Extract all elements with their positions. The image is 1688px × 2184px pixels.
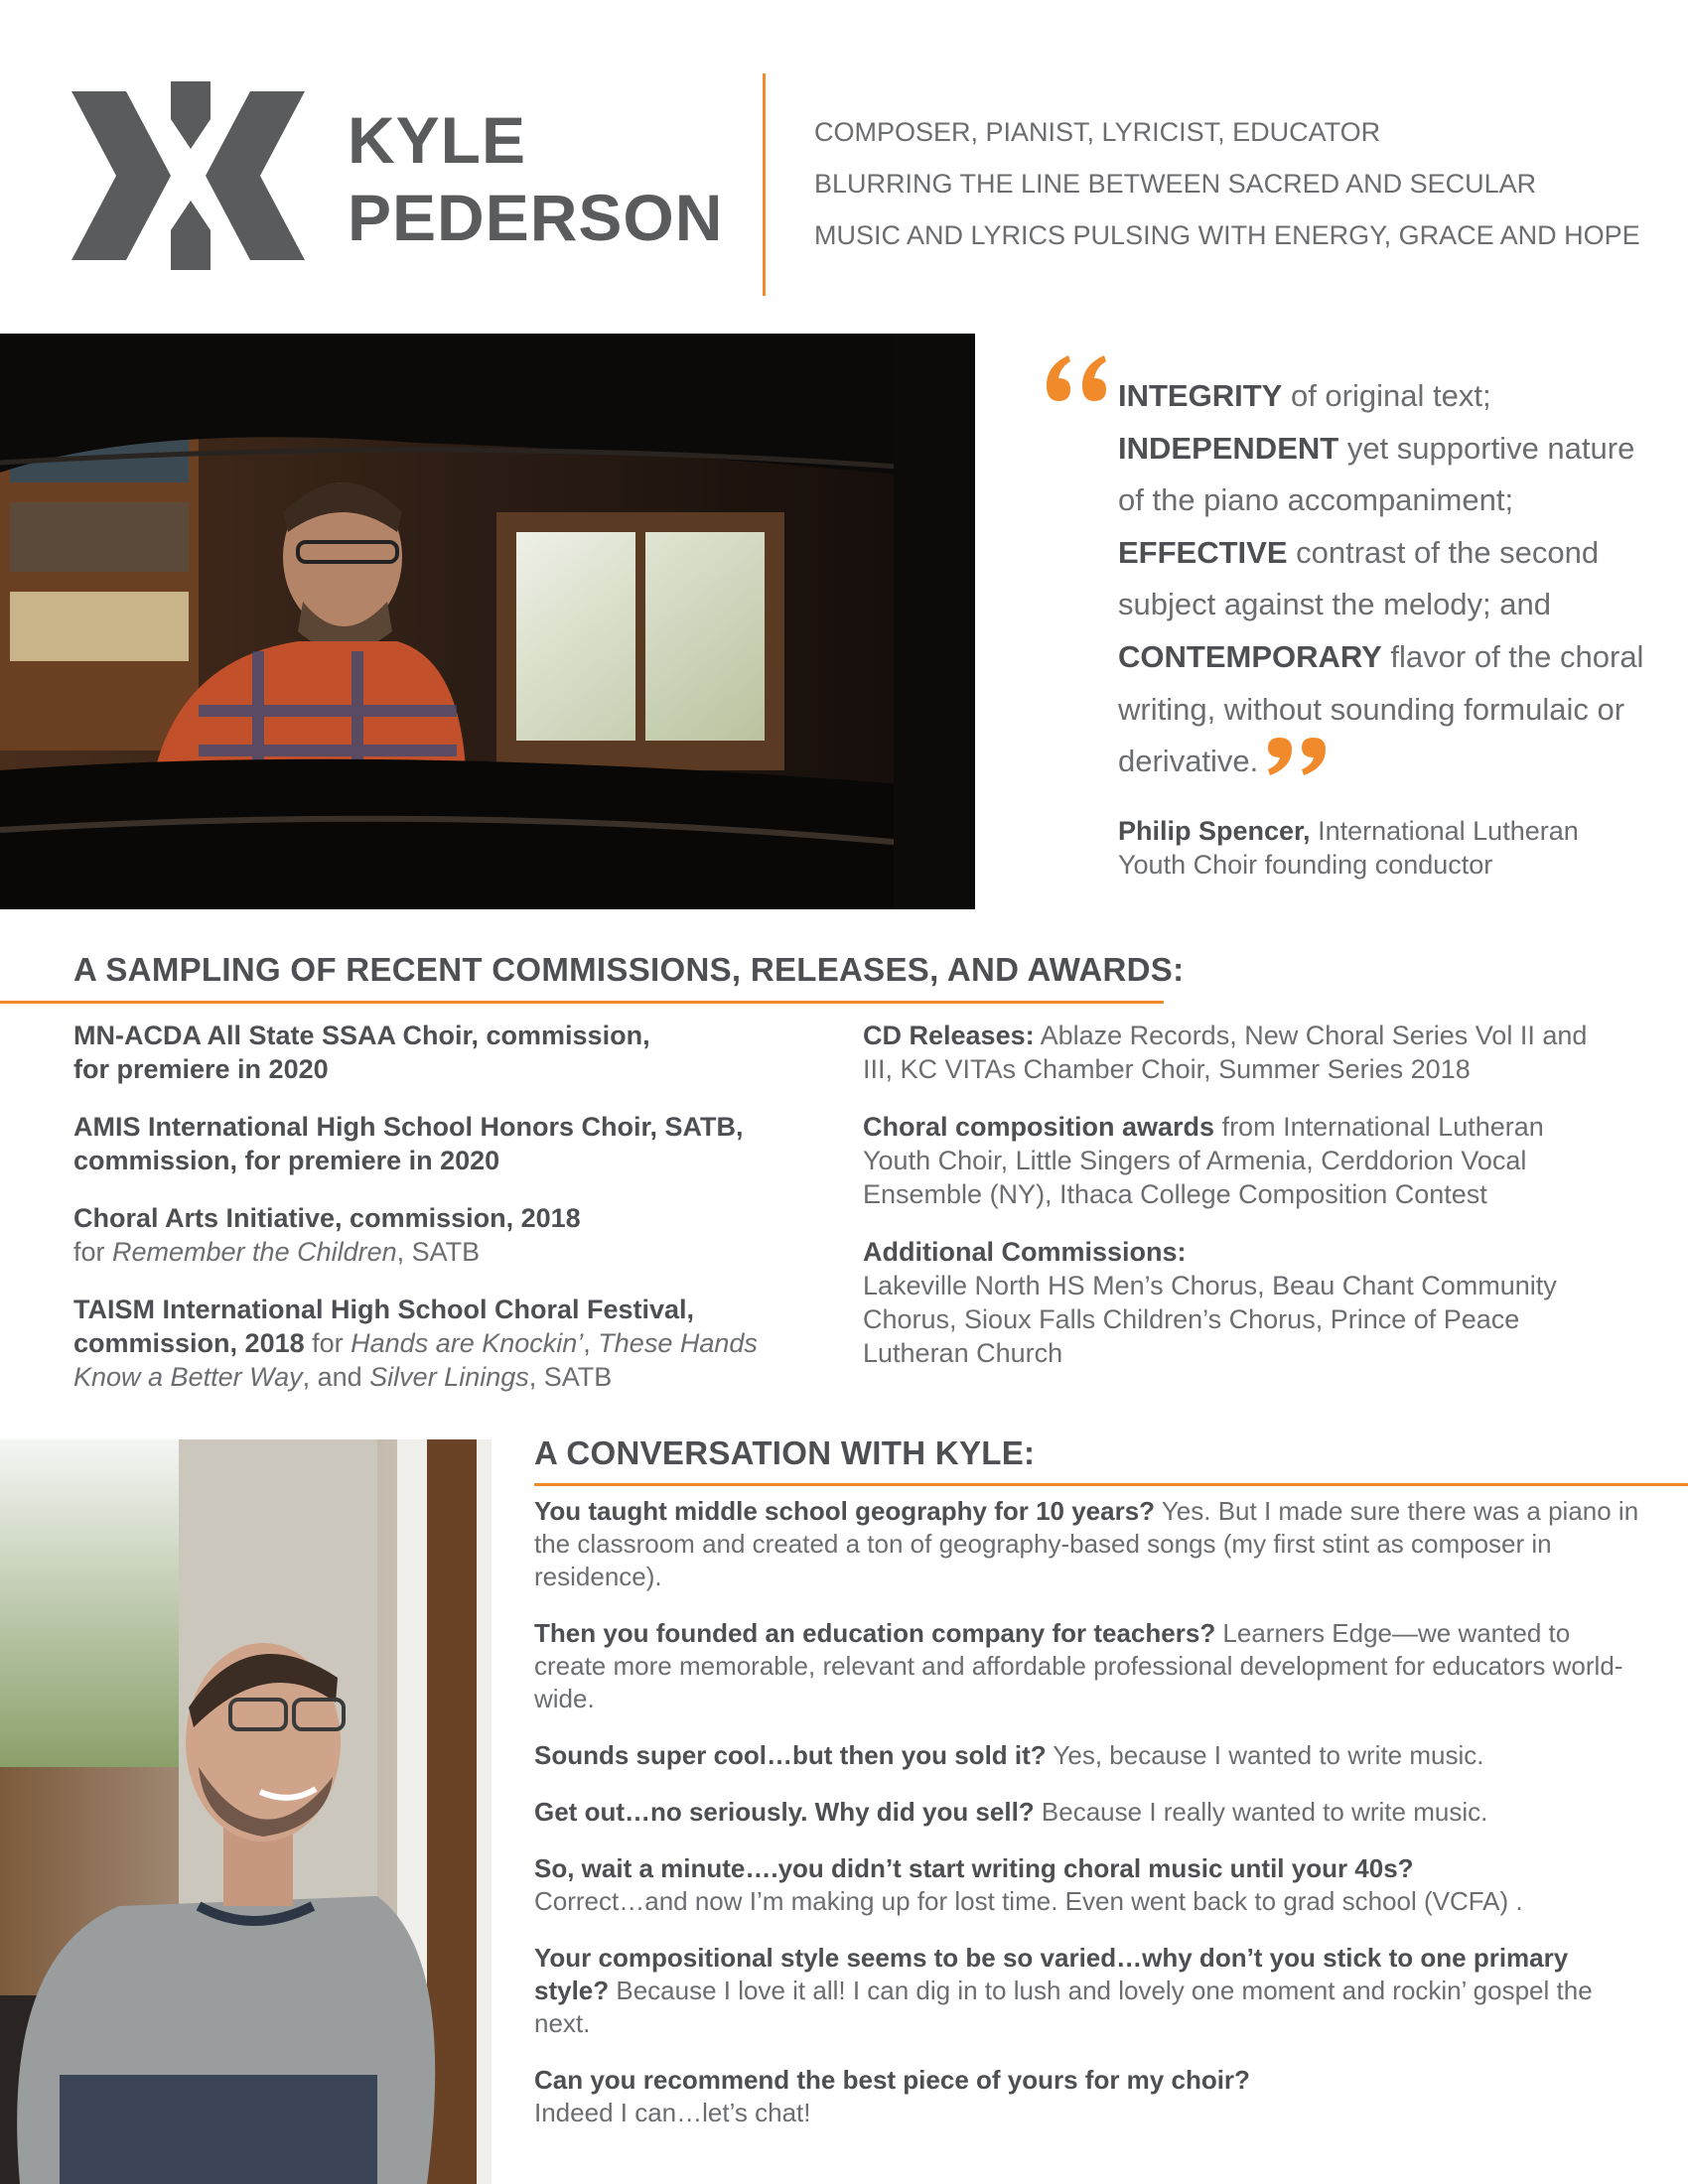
quote-keyword: CONTEMPORARY (1118, 638, 1382, 674)
section-rule (0, 1001, 1164, 1004)
conversation-list (534, 1495, 1646, 2153)
header-divider (763, 73, 766, 296)
quote-attribution: Philip Spencer, International Lutheran Youth Choir founding conductor (1118, 816, 1579, 880)
qa-item: Sounds super cool…but then you sold it? Yes, because I wanted to write music. (534, 1740, 1484, 1770)
tagline: COMPOSER, PIANIST, LYRICIST, EDUCATOR (814, 117, 1381, 147)
conversation-heading: A CONVERSATION WITH KYLE: (534, 1434, 1036, 1471)
commission-item: TAISM International High School Choral Festival, commission, 2018 for Hands are Knockin’, These Hands Know a Better Way, and Silver Linings, SATB (73, 1295, 758, 1392)
kp-logo-icon (71, 81, 305, 270)
open-quote-icon (1041, 351, 1110, 405)
qa-item: Can you recommend the best piece of yours for my choir? Indeed I can…let’s chat! (534, 2065, 1250, 2127)
commission-item: AMIS International High School Honors Choir, SATB, commission, for premiere in 2020 (73, 1112, 744, 1175)
tagline: BLURRING THE LINE BETWEEN SACRED AND SECULAR (814, 169, 1537, 199)
release-item: CD Releases: Ablaze Records, New Choral Series Vol II and III, KC VITAs Chamber Choir, Summer Series 2018 (863, 1021, 1588, 1084)
commission-item: Choral Arts Initiative, commission, 2018 for Remember the Children, SATB (73, 1203, 581, 1267)
tagline: MUSIC AND LYRICS PULSING WITH ENERGY, GRACE AND HOPE (814, 220, 1640, 250)
qa-item: Get out…no seriously. Why did you sell? Because I really wanted to write music. (534, 1797, 1488, 1827)
quote-keyword: EFFECTIVE (1118, 534, 1288, 570)
commission-item: MN-ACDA All State SSAA Choir, commission, for premiere in 2020 (73, 1021, 650, 1084)
commissions-left-column (73, 1019, 769, 1418)
award-item: Choral composition awards from International Lutheran Youth Choir, Little Singers of Armenia, Cerddorion Vocal Ensemble (NY), Ithaca College Composition Contest (863, 1112, 1544, 1209)
quote-keyword: INDEPENDENT (1118, 430, 1339, 466)
qa-item: So, wait a minute….you didn’t start writing choral music until your 40s? Correct…and now I’m making up for lost time. Even went back to grad school (VCFA) . (534, 1853, 1523, 1916)
testimonial-quote: INTEGRITY of original text; INDEPENDENT yet supportive nature of the piano accompaniment; EFFECTIVE contrast of the second subject against the melody; and CONTEMPORARY flavor of the choral writing, without sounding formulaic or derivative. (1118, 378, 1644, 779)
section-rule (534, 1483, 1688, 1486)
close-quote-icon (1264, 736, 1330, 777)
quote-keyword: INTEGRITY (1118, 378, 1283, 413)
name-first: KYLE (348, 103, 527, 177)
qa-item: You taught middle school geography for 10 years? Yes. But I made sure there was a piano in the classroom and created a ton of geography-based songs (my first stint as composer in residence). (534, 1496, 1639, 1591)
additional-commissions-item: Additional Commissions: Lakeville North HS Men’s Chorus, Beau Chant Community Chorus, Sioux Falls Children’s Chorus, Prince of Peace Lutheran Church (863, 1237, 1557, 1368)
photo-portrait (0, 1439, 492, 2184)
commissions-right-column (863, 1019, 1608, 1394)
photo-at-piano (0, 334, 975, 909)
qa-item: Your compositional style seems to be so varied…why don’t you stick to one primary style? Because I love it all! I can dig in to lush and lovely one moment and rockin’ gospel the next. (534, 1943, 1593, 2038)
commissions-heading: A SAMPLING OF RECENT COMMISSIONS, RELEASES, AND AWARDS: (73, 951, 1185, 988)
qa-item: Then you founded an education company for teachers? Learners Edge—we wanted to create more memorable, relevant and affordable professional development for educators world-wide. (534, 1618, 1623, 1713)
name-last: PEDERSON (348, 181, 724, 254)
